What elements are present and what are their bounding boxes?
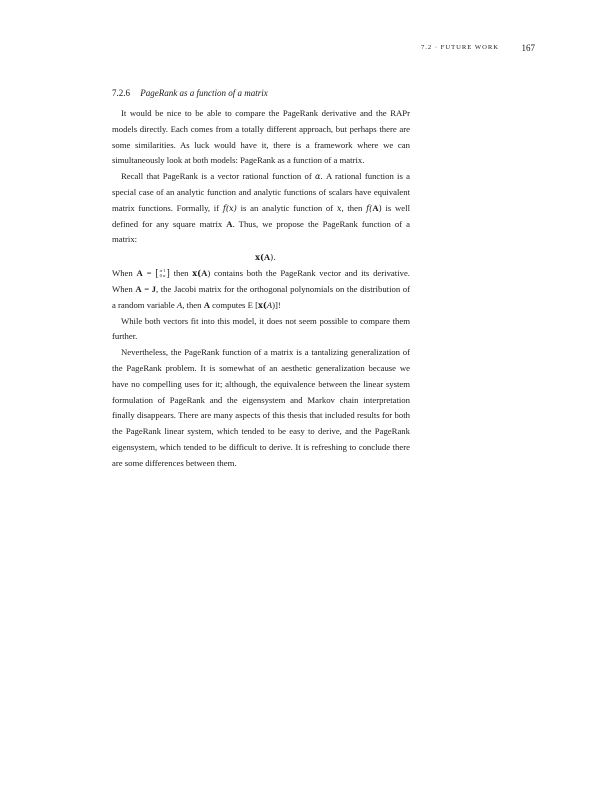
p3-when: When: [112, 268, 137, 279]
f-of-A-open: f(: [366, 202, 373, 213]
p3-eq2: =: [141, 283, 152, 294]
m11: α: [159, 268, 162, 274]
bracket-left: [: [155, 268, 159, 280]
alpha-symbol: α: [314, 171, 321, 182]
p2-text-a: Recall that PageRank is a vector rational function of: [121, 171, 315, 182]
p3-Avar: A: [176, 299, 183, 310]
p3-rest: ) contains both the PageRank vector and its derivative. When: [112, 268, 410, 294]
paragraph-both-vectors: While both vectors fit into this model, it does not seem possible to compare them further.: [112, 315, 410, 342]
display-equation: [112, 248, 410, 266]
p3-x: x(: [192, 268, 202, 279]
paragraph-nevertheless: Nevertheless, the PageRank function of a matrix is a tantalizing generalization of the PageRank problem. It is somewhat of an aesthetic generalization because we have no compelling uses for it; although, the equivalence between the linear system formulation of PageRank and the eigensystem and Markov chain interpretation finally disappears. There are many aspects of this thesis that included results for both the PageRank linear system, which tended to be easy to derive, and the PageRank eigensystem, which tended to be difficult to derive. It is refreshing to conclude there are some differences between them.: [112, 347, 410, 468]
f-of-x: f(x): [222, 202, 237, 213]
p3-J: J: [151, 283, 157, 294]
matrix-row-2: [160, 274, 166, 279]
p3-eq: =: [142, 268, 156, 279]
section-heading: [112, 88, 268, 98]
p3-jac: , the Jacobi matrix for the orthogonal polynomials on the distribution of a random variable: [112, 283, 410, 310]
paragraph-intro: It would be nice to be able to compare the PageRank derivative and the RAPr models directly. Each comes from a totally different approach, but perhaps there are some similarities. As luck would have it, there is a framework where we can simultaneously look at both models: PageRank as a function of a matrix.: [112, 108, 410, 166]
matrix-A: A: [372, 202, 379, 213]
running-head-section: 7.2 · FUTURE WORK: [420, 44, 499, 51]
p3-A: A: [136, 268, 143, 279]
bracket-right: ]: [166, 268, 170, 280]
p3-x2: x(: [257, 299, 267, 310]
paragraph-when: [112, 266, 410, 313]
p3-then2: , then: [182, 299, 204, 310]
matrix-A-2: A: [226, 218, 233, 229]
eq-end: ).: [270, 252, 276, 263]
m12: 1: [163, 268, 166, 274]
p3-then: then: [169, 268, 193, 279]
p3-A3: A: [135, 283, 142, 294]
p3-A4: A: [203, 299, 210, 310]
section-number: 7.2.6: [112, 88, 130, 98]
close-paren: ): [378, 202, 382, 213]
running-head: [112, 43, 535, 57]
body-text: [112, 106, 410, 472]
p3-end: )]!: [272, 299, 281, 310]
x-symbol: x: [336, 202, 342, 213]
m21: 0: [159, 273, 162, 279]
m22: α: [163, 273, 166, 279]
small-matrix: [160, 269, 166, 279]
p2-text-b: . A rational function is a special case of an analytic function and analytic functions of scalars have equivalent matrix functions. Formally, if: [112, 171, 410, 213]
eq-x: x(: [255, 252, 264, 263]
p2-text-c: is an analytic function of: [236, 202, 337, 213]
p2-text-e: is well defined for any square matrix: [112, 202, 410, 229]
paragraph-rational-function: [112, 169, 410, 248]
page-number: 167: [521, 43, 535, 53]
p3-A2: A: [201, 268, 208, 279]
p2-text-d: , then: [341, 202, 367, 213]
p3-Avar2: A: [266, 299, 273, 310]
eq-A: A: [263, 252, 271, 263]
p3-computes: computes E [: [209, 299, 258, 310]
p2-text-f: . Thus, we propose the PageRank function of a matrix:: [112, 218, 410, 245]
section-title: PageRank as a function of a matrix: [140, 88, 268, 98]
